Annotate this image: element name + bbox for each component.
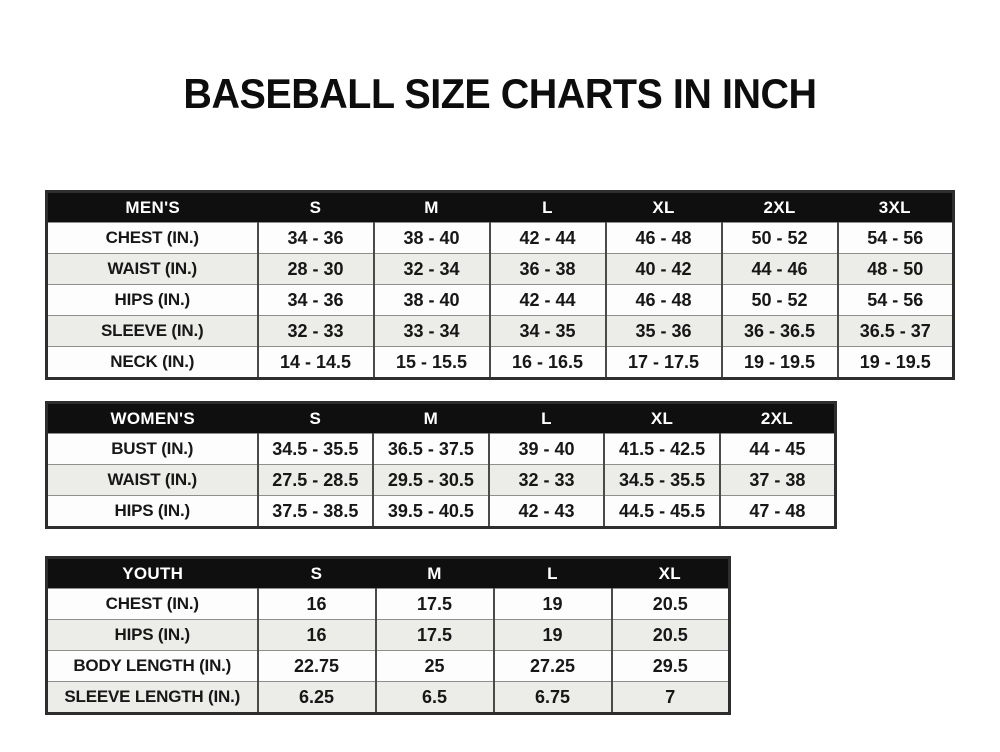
- size-value-cell: 32 - 33: [489, 465, 605, 496]
- size-value-cell: 34.5 - 35.5: [604, 465, 720, 496]
- mens-header-mens: MEN'S: [47, 192, 258, 223]
- youth-header-row: [47, 558, 730, 589]
- mens-header-xl: XL: [606, 192, 722, 223]
- size-value-cell: 50 - 52: [722, 285, 838, 316]
- youth-header-youth: YOUTH: [47, 558, 258, 589]
- size-value-cell: 35 - 36: [606, 316, 722, 347]
- womens-header-row: [47, 403, 836, 434]
- size-value-cell: 47 - 48: [720, 496, 836, 528]
- size-value-cell: 44 - 45: [720, 434, 836, 465]
- size-value-cell: 38 - 40: [374, 285, 490, 316]
- size-value-cell: 39 - 40: [489, 434, 605, 465]
- size-value-cell: 50 - 52: [722, 223, 838, 254]
- table-row: [47, 347, 954, 379]
- size-value-cell: 40 - 42: [606, 254, 722, 285]
- size-value-cell: 29.5: [612, 651, 730, 682]
- size-value-cell: 34.5 - 35.5: [258, 434, 374, 465]
- size-value-cell: 34 - 35: [490, 316, 606, 347]
- size-value-cell: 22.75: [258, 651, 376, 682]
- size-value-cell: 16 - 16.5: [490, 347, 606, 379]
- size-value-cell: 37 - 38: [720, 465, 836, 496]
- size-value-cell: 41.5 - 42.5: [604, 434, 720, 465]
- mens-header-m: M: [374, 192, 490, 223]
- row-label-cell: SLEEVE (IN.): [47, 316, 258, 347]
- size-value-cell: 38 - 40: [374, 223, 490, 254]
- size-value-cell: 36.5 - 37: [838, 316, 954, 347]
- youth-header-l: L: [494, 558, 612, 589]
- womens-header-s: S: [258, 403, 374, 434]
- youth-header-m: M: [376, 558, 494, 589]
- row-label-cell: CHEST (IN.): [47, 589, 258, 620]
- womens-header-l: L: [489, 403, 605, 434]
- size-value-cell: 34 - 36: [258, 223, 374, 254]
- row-label-cell: BODY LENGTH (IN.): [47, 651, 258, 682]
- size-value-cell: 39.5 - 40.5: [373, 496, 489, 528]
- row-label-cell: NECK (IN.): [47, 347, 258, 379]
- row-label-cell: WAIST (IN.): [47, 465, 258, 496]
- mens-header-l: L: [490, 192, 606, 223]
- mens-size-table: [45, 190, 955, 380]
- size-value-cell: 16: [258, 589, 376, 620]
- womens-header-2xl: 2XL: [720, 403, 836, 434]
- row-label-cell: HIPS (IN.): [47, 285, 258, 316]
- size-value-cell: 19 - 19.5: [838, 347, 954, 379]
- table-row: [47, 254, 954, 285]
- size-value-cell: 27.25: [494, 651, 612, 682]
- size-value-cell: 20.5: [612, 589, 730, 620]
- table-row: [47, 316, 954, 347]
- size-value-cell: 42 - 43: [489, 496, 605, 528]
- mens-header-row: [47, 192, 954, 223]
- womens-size-table: [45, 401, 837, 529]
- size-value-cell: 44 - 46: [722, 254, 838, 285]
- size-value-cell: 6.5: [376, 682, 494, 714]
- youth-header-s: S: [258, 558, 376, 589]
- size-value-cell: 54 - 56: [838, 285, 954, 316]
- size-value-cell: 7: [612, 682, 730, 714]
- table-row: [47, 285, 954, 316]
- size-value-cell: 36 - 38: [490, 254, 606, 285]
- size-value-cell: 20.5: [612, 620, 730, 651]
- size-value-cell: 42 - 44: [490, 223, 606, 254]
- table-row: [47, 434, 836, 465]
- size-value-cell: 14 - 14.5: [258, 347, 374, 379]
- size-value-cell: 33 - 34: [374, 316, 490, 347]
- row-label-cell: CHEST (IN.): [47, 223, 258, 254]
- womens-header-womens: WOMEN'S: [47, 403, 258, 434]
- row-label-cell: HIPS (IN.): [47, 496, 258, 528]
- size-value-cell: 17.5: [376, 589, 494, 620]
- mens-header-3xl: 3XL: [838, 192, 954, 223]
- row-label-cell: WAIST (IN.): [47, 254, 258, 285]
- size-value-cell: 36 - 36.5: [722, 316, 838, 347]
- size-value-cell: 34 - 36: [258, 285, 374, 316]
- size-value-cell: 32 - 34: [374, 254, 490, 285]
- table-row: [47, 651, 730, 682]
- mens-header-s: S: [258, 192, 374, 223]
- mens-header-2xl: 2XL: [722, 192, 838, 223]
- size-value-cell: 29.5 - 30.5: [373, 465, 489, 496]
- size-value-cell: 16: [258, 620, 376, 651]
- size-value-cell: 37.5 - 38.5: [258, 496, 374, 528]
- size-value-cell: 25: [376, 651, 494, 682]
- row-label-cell: HIPS (IN.): [47, 620, 258, 651]
- size-value-cell: 6.25: [258, 682, 376, 714]
- size-value-cell: 6.75: [494, 682, 612, 714]
- size-value-cell: 32 - 33: [258, 316, 374, 347]
- table-row: [47, 465, 836, 496]
- size-value-cell: 54 - 56: [838, 223, 954, 254]
- womens-header-m: M: [373, 403, 489, 434]
- size-value-cell: 28 - 30: [258, 254, 374, 285]
- table-row: [47, 589, 730, 620]
- size-value-cell: 46 - 48: [606, 223, 722, 254]
- size-value-cell: 19 - 19.5: [722, 347, 838, 379]
- row-label-cell: BUST (IN.): [47, 434, 258, 465]
- size-value-cell: 19: [494, 589, 612, 620]
- size-value-cell: 17.5: [376, 620, 494, 651]
- row-label-cell: SLEEVE LENGTH (IN.): [47, 682, 258, 714]
- size-value-cell: 44.5 - 45.5: [604, 496, 720, 528]
- size-value-cell: 15 - 15.5: [374, 347, 490, 379]
- womens-header-xl: XL: [604, 403, 720, 434]
- size-value-cell: 27.5 - 28.5: [258, 465, 374, 496]
- size-value-cell: 42 - 44: [490, 285, 606, 316]
- size-value-cell: 36.5 - 37.5: [373, 434, 489, 465]
- table-row: [47, 620, 730, 651]
- page-title: BASEBALL SIZE CHARTS IN INCH: [183, 70, 817, 117]
- size-value-cell: 48 - 50: [838, 254, 954, 285]
- table-row: [47, 682, 730, 714]
- size-value-cell: 19: [494, 620, 612, 651]
- table-row: [47, 223, 954, 254]
- size-value-cell: 46 - 48: [606, 285, 722, 316]
- table-row: [47, 496, 836, 528]
- size-value-cell: 17 - 17.5: [606, 347, 722, 379]
- youth-size-table: [45, 556, 731, 715]
- youth-header-xl: XL: [612, 558, 730, 589]
